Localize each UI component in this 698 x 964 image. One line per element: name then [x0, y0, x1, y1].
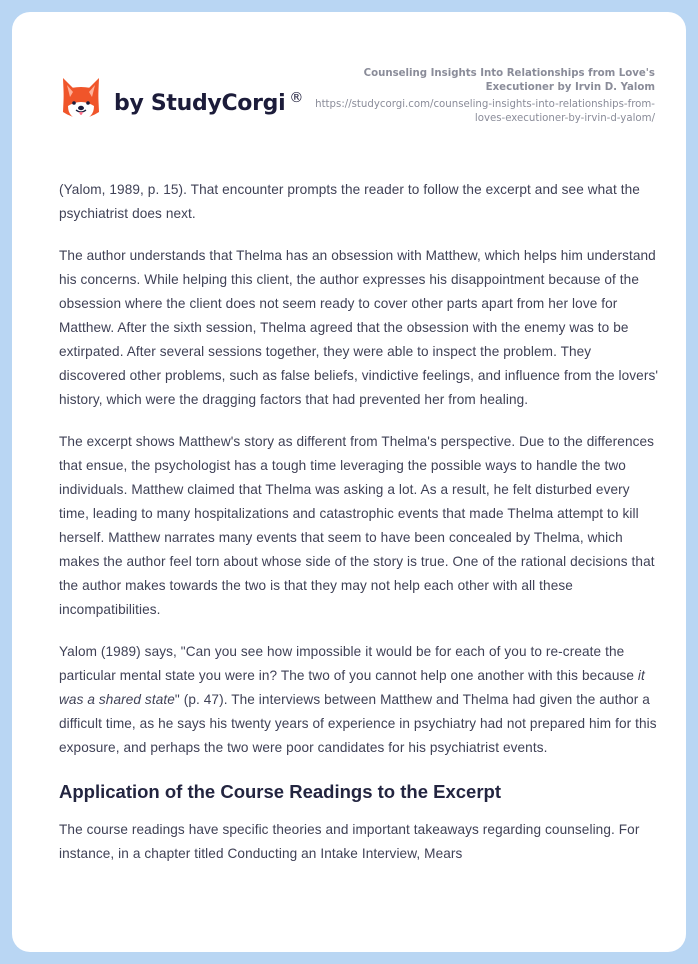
document-body [59, 178, 659, 884]
paragraph-2: The author understands that Thelma has an obsession with Matthew, which helps him understand his concerns. While helping this client, the author expresses his disappointment because of the obsession where the client does not seem ready to cover other parts apart from her love for Matthew. After the sixth session, Thelma agreed that the obsession with the enemy was to be extirpated. After several sessions together, they were able to inspect the problem. They discovered other problems, such as false beliefs, vindictive feelings, and influence from the lovers' history, which were the dragging factors that had prevented her from healing. [59, 248, 659, 407]
paragraph-1: (Yalom, 1989, p. 15). That encounter prompts the reader to follow the excerpt and see what the psychiatrist does next. [59, 182, 640, 221]
source-url-link[interactable]: https://studycorgi.com/counseling-insights-into-relationships-from-loves-executioner-by-irvin-d-yalom/ [315, 99, 655, 124]
section-heading: Application of the Course Readings to the Excerpt [59, 781, 501, 802]
source-title: Counseling Insights Into Relationships from Love's Executioner by Irvin D. Yalom [363, 68, 655, 93]
corgi-head-icon [60, 76, 102, 122]
paragraph-5: The course readings have specific theories and important takeaways regarding counseling. For instance, in a chapter titled Conducting an Intake Interview, Mears [59, 822, 640, 861]
quote-italic: it was a shared state [59, 668, 645, 707]
paragraph-4 [59, 640, 659, 760]
studycorgi-logo[interactable] [60, 76, 303, 122]
logo-wordmark [114, 91, 303, 116]
document-card [12, 12, 686, 952]
quote-text-after: " (p. 47). The interviews between Matthew and Thelma had given the author a difficult time, as he says his twenty years of experience in psychiatry had not prepared him for this exposure, and perhaps the two were poor candidates for his psychiatrist events. [59, 692, 657, 755]
quote-text-before: Yalom (1989) says, "Can you see how impossible it would be for each of you to re-create the particular mental state you were in? The two of you cannot help one another with this because [59, 644, 638, 683]
paragraph-3: The excerpt shows Matthew's story as different from Thelma's perspective. Due to the differences that ensue, the psychologist has a tough time leveraging the possible ways to handle the two individuals. Matthew claimed that Thelma was asking a lot. As a result, he felt disturbed every time, leading to many hospitalizations and catastrophic events that made Thelma attempt to kill herself. Matthew narrates many events that seem to have been concealed by Thelma, which makes the author feel torn about whose side of the story is true. One of the rational decisions that the author makes towards the two is that they may not help each other with all these incompatibilities. [59, 434, 655, 617]
registered-mark: ® [289, 89, 304, 106]
source-info [295, 67, 655, 126]
page-header [12, 12, 686, 162]
logo-text: by StudyCorgi [114, 90, 286, 116]
